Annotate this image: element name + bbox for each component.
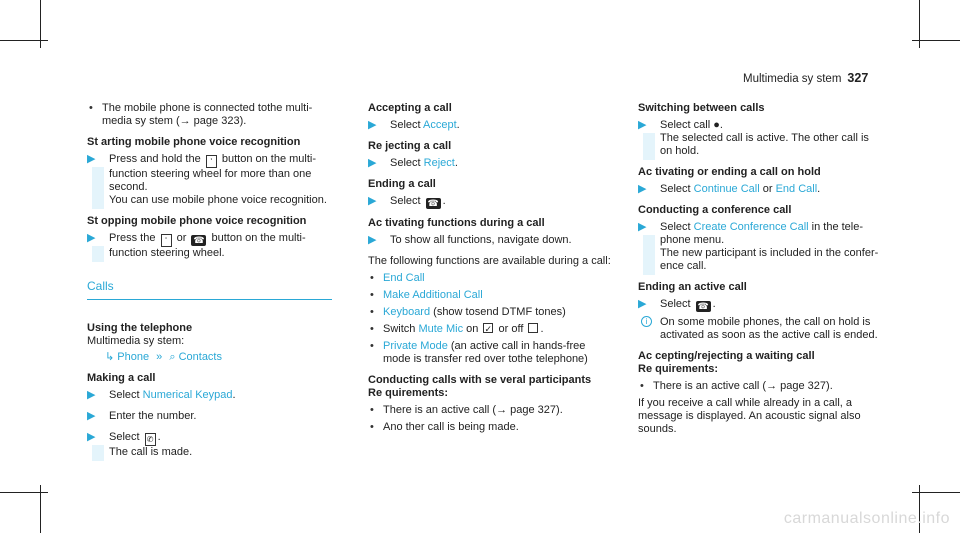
step: ▶ Select Reject. [368, 157, 458, 169]
end-call-link[interactable]: End Call [775, 183, 818, 195]
paragraph: If you receive a call while already in a call, a message is displayed. An acoustic signal also sounds. [638, 397, 861, 435]
step: ▶ Select ☎ . [368, 195, 446, 208]
heading: St arting mobile phone voice recognition [87, 136, 301, 148]
step-arrow-icon: ▶ [638, 119, 647, 131]
step: ▶ Press and hold the ʹ button on the multi- function steering wheel for more than one second. You can use mobile phone voice recognition. [87, 153, 332, 207]
list-item: • The mobile phone is connected tothe multi- media sy stem (→ page 323). [87, 102, 332, 128]
reject-link[interactable]: Reject [423, 157, 455, 169]
step-arrow-icon: ▶ [368, 157, 377, 169]
column-1 [87, 102, 332, 467]
heading: Conducting calls with se veral participants [368, 374, 592, 386]
end-call-link[interactable]: End Call [383, 272, 425, 284]
heading: Ac tivating or ending a call on hold [638, 166, 821, 178]
path-arrow-icon: ↳ [105, 351, 115, 363]
hang-up-icon: ☎ [193, 235, 205, 245]
path-contacts: Contacts [178, 351, 222, 363]
heading: Using the telephone [87, 322, 193, 334]
list-item: • There is an active call (→ page 327). [368, 404, 613, 417]
heading: Switching between calls [638, 102, 765, 114]
section-title-calls: Calls [87, 280, 332, 300]
step-arrow-icon: ▶ [87, 431, 96, 443]
call-icon: ✆ [145, 433, 156, 446]
step-arrow-icon: ▶ [638, 298, 647, 310]
column-2 [368, 102, 613, 438]
step-arrow-icon: ▶ [87, 153, 96, 165]
list-item: • Switch Mute Mic on ✓ or off . [368, 323, 613, 336]
step-arrow-icon: ▶ [87, 232, 96, 244]
info-icon: i [641, 316, 652, 327]
crop-mark [912, 40, 960, 41]
page-header [743, 72, 923, 86]
requirements-label: Re quirements: [638, 363, 719, 375]
requirements-label: Re quirements: [368, 387, 449, 399]
crop-mark [0, 492, 48, 493]
step: ▶ Select Create Conference Call in the tele- phone menu. The new participant is included in the confer- ence call. [638, 221, 883, 273]
list-item [368, 289, 613, 302]
make-additional-call-link[interactable]: Make Additional Call [383, 289, 483, 301]
mute-mic-link[interactable]: Mute Mic [418, 323, 464, 335]
step-arrow-icon: ▶ [87, 410, 96, 422]
heading: St opping mobile phone voice recognition [87, 215, 307, 227]
step: ▶ Press the ʹ or ☎ button on the multi- function steering wheel. [87, 232, 332, 260]
continue-call-link[interactable]: Continue Call [693, 183, 760, 195]
menu-path [87, 351, 332, 364]
heading: Ac cepting/rejecting a waiting call [638, 350, 815, 362]
keyboard-link[interactable]: Keyboard [383, 306, 431, 318]
step: ▶ Select Continue Call or End Call. [638, 183, 821, 195]
accept-link[interactable]: Accept [423, 119, 457, 131]
hang-up-icon: ☎ [697, 301, 709, 311]
voice-button-icon: ʹ [206, 155, 217, 168]
step-arrow-icon: ▶ [638, 183, 647, 195]
checkbox-unchecked-icon [528, 323, 538, 333]
list-item: • Ano ther call is being made. [368, 421, 613, 434]
paragraph: The following functions are available during a call: [368, 255, 611, 267]
step-arrow-icon: ▶ [368, 119, 377, 131]
crop-mark [0, 40, 48, 41]
step-arrow-icon: ▶ [368, 195, 377, 207]
mute-button-icon: ʹ [161, 234, 172, 247]
search-icon: ⌕ [169, 351, 176, 363]
step: ▶ Select call ●. The selected call is active. The other call is on hold. [638, 119, 883, 158]
list-item [368, 272, 613, 285]
crop-mark [912, 492, 960, 493]
step-arrow-icon: ▶ [638, 221, 647, 233]
step-arrow-icon: ▶ [368, 234, 377, 246]
heading: Accepting a call [368, 102, 452, 114]
heading: Ending an active call [638, 281, 747, 293]
private-mode-link[interactable]: Private Mode [383, 340, 448, 352]
step: ▶ Enter the number. [87, 410, 197, 422]
heading: Making a call [87, 372, 156, 384]
header-title: Multimedia sy stem [743, 73, 842, 85]
heading: Re jecting a call [368, 140, 452, 152]
watermark: carmanualsonline.info [783, 510, 950, 527]
column-3 [638, 102, 883, 436]
hang-up-icon: ☎ [427, 198, 439, 208]
page-number: 327 [847, 71, 869, 85]
path-separator: » [156, 351, 163, 363]
path-phone: Phone [117, 351, 150, 363]
step-arrow-icon: ▶ [87, 389, 96, 401]
heading: Ending a call [368, 178, 436, 190]
step: ▶ Select Numerical Keypad. [87, 389, 236, 401]
system-line: Multimedia sy stem: [87, 335, 185, 347]
list-item: • Keyboard (show tosend DTMF tones) [368, 306, 613, 319]
step: ▶ Select Accept. [368, 119, 460, 131]
step: ▶ Select ✆ . The call is made. [87, 431, 332, 459]
heading: Conducting a conference call [638, 204, 792, 216]
step: ▶ To show all functions, navigate down. [368, 234, 572, 246]
create-conference-call-link[interactable]: Create Conference Call [693, 221, 809, 233]
list-item: • There is an active call (→ page 327). [638, 380, 883, 393]
checkbox-checked-icon [483, 323, 493, 333]
step: ▶ Select ☎ . [638, 298, 716, 311]
list-item: • Private Mode (an active call in hands-free mode is transfer red over tothe telephone) [368, 340, 613, 366]
info-note: i On some mobile phones, the call on hold is activated as soon as the active call is ended. [638, 316, 883, 342]
heading: Ac tivating functions during a call [368, 217, 545, 229]
numerical-keypad-link[interactable]: Numerical Keypad [142, 389, 233, 401]
